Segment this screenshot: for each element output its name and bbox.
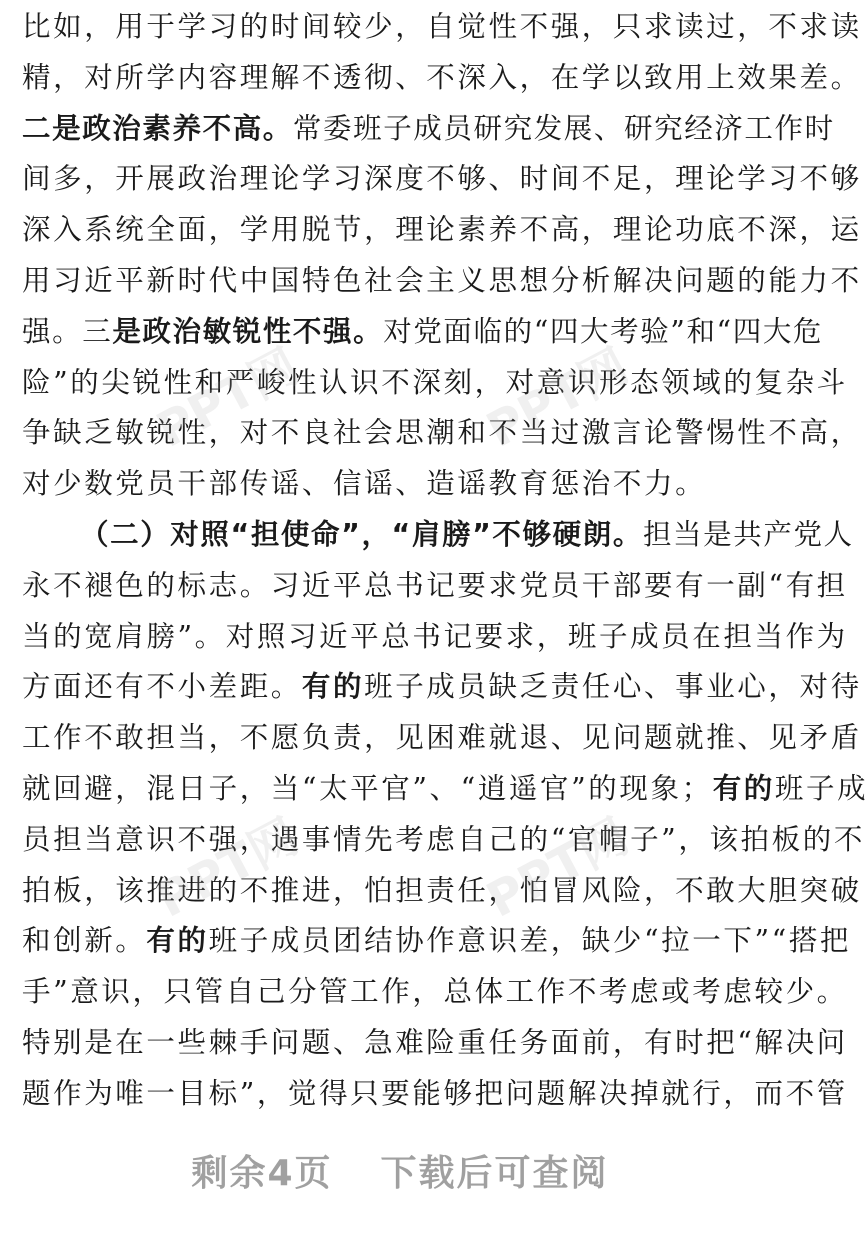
remaining-pages-label: 剩余4页	[191, 1153, 333, 1194]
section-heading-line: （二）对照“担使命”，“肩膀”不够硬朗。担当是共产党人	[80, 517, 854, 551]
text-line: 比如，用于学习的时间较少，自觉性不强，只求读过，不求读	[22, 10, 862, 43]
text-line: 精，对所学内容理解不透彻、不深入，在学以致用上效果差。	[22, 60, 862, 94]
text-line: 二是政治素养不高。常委班子成员研究发展、研究经济工作时	[22, 111, 835, 145]
bold-heading: 是政治敏锐性不强。	[112, 314, 384, 348]
text-line: 强。三是政治敏锐性不强。对党面临的“四大考验”和“四大危	[22, 314, 824, 348]
text-line: 险”的尖锐性和严峻性认识不深刻，对意识形态领域的复杂斗	[22, 365, 848, 399]
watermark: PPT网	[147, 338, 308, 459]
document-body	[22, 2, 868, 1120]
download-prompt-banner[interactable]	[0, 1145, 800, 1196]
text-line: 对少数党员干部传谣、信谣、造谣教育惩治不力。	[22, 467, 707, 501]
text-line: 当的宽肩膀”。对照习近平总书记要求，班子成员在担当作为	[22, 619, 848, 653]
text-line: 深入系统全面，学用脱节，理论素养不高，理论功底不深，运	[22, 213, 862, 247]
text-line: 题作为唯一目标”，觉得只要能够把问题解决掉就行，而不管	[22, 1076, 848, 1110]
bold-keyword: 有的	[301, 670, 365, 704]
watermark: PPT网	[477, 338, 638, 459]
text-line: 手”意识，只管自己分管工作，总体工作不考虑或考虑较少。	[22, 975, 848, 1009]
download-hint-label: 下载后可查阅	[380, 1153, 609, 1194]
text-line: 拍板，该推进的不推进，怕担责任，怕冒风险，不敢大胆突破	[22, 873, 862, 907]
section-heading: （二）对照“担使命”，“肩膀”不够硬朗。	[80, 517, 643, 551]
text-line: 和创新。有的班子成员团结协作意识差，缺少“拉一下”“搭把	[22, 924, 852, 958]
watermark: PPT网	[477, 808, 638, 929]
text-line: 工作不敢担当，不愿负责，见困难就退、见问题就推、见矛盾	[22, 721, 862, 755]
watermark: PPT网	[147, 808, 308, 929]
text-line: 间多，开展政治理论学习深度不够、时间不足，理论学习不够	[22, 162, 862, 196]
text-line: 用习近平新时代中国特色社会主义思想分析解决问题的能力不	[22, 263, 862, 297]
bold-keyword: 有的	[712, 771, 775, 805]
text-line: 就回避，混日子，当“太平官”、“逍遥官”的现象；有的班子成	[22, 771, 868, 805]
bold-heading: 二是政治素养不高。	[22, 111, 293, 145]
text-line: 永不褪色的标志。习近平总书记要求党员干部要有一副“有担	[22, 568, 848, 602]
text-line: 特别是在一些棘手问题、急难险重任务面前，有时把“解决问	[22, 1025, 848, 1059]
text-line: 员担当意识不强，遇事情先考虑自己的“官帽子”，该拍板的不	[22, 822, 865, 856]
bold-keyword: 有的	[146, 924, 209, 958]
text-line: 方面还有不小差距。有的班子成员缺乏责任心、事业心，对待	[22, 670, 862, 704]
text-line: 争缺乏敏锐性，对不良社会思潮和不当过激言论警惕性不高，	[22, 416, 862, 450]
